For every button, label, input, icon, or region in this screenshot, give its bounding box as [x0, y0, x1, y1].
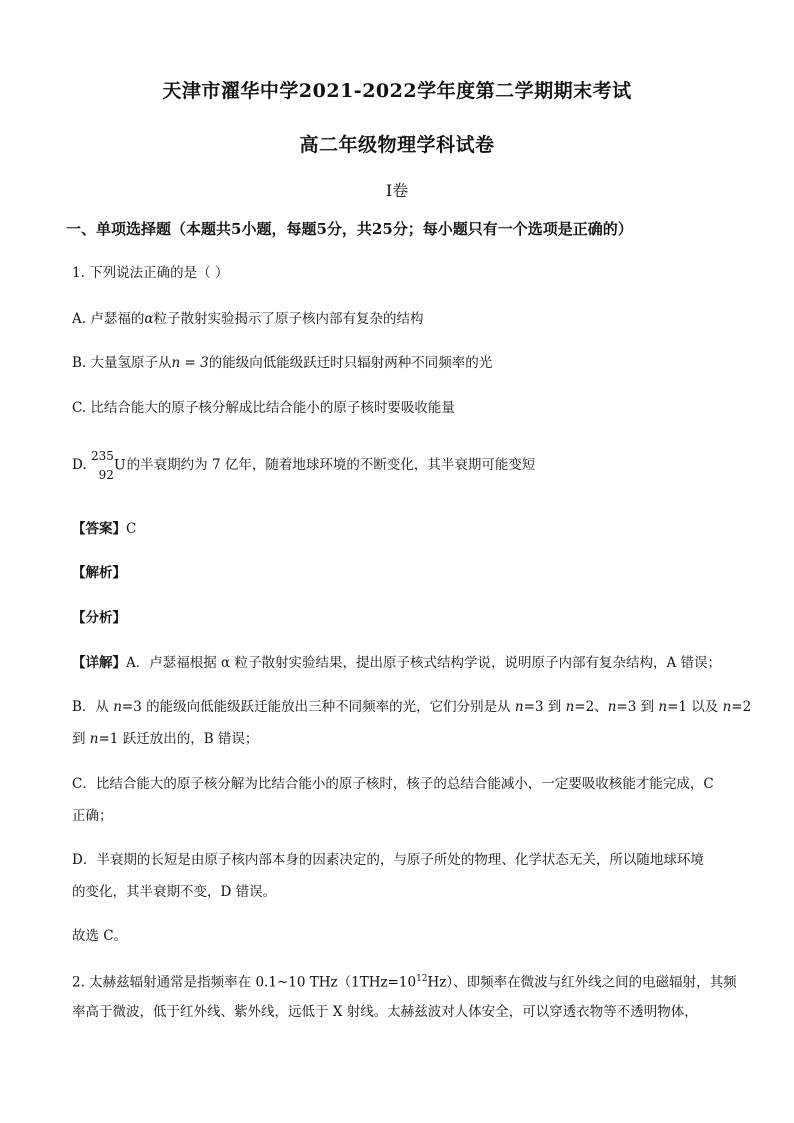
detail-a-text: A．卢瑟福根据 α 粒子散射实验结果，提出原子核式结构学说，说明原子内部有复杂结构，A 错误；: [126, 655, 721, 671]
question-2-line2: 率高于微波，低于红外线、紫外线，远低于 X 射线。太赫兹波对人体安全，可以穿透衣物等不透明物体，: [72, 1004, 698, 1020]
option-b-pre: B. 大量氢原子从: [72, 355, 172, 371]
uranium-nuclide: [91, 447, 126, 484]
text-fragment: Hz）、即频率在微波与红外线之间的电磁辐射，其频: [427, 974, 737, 991]
variable-n: n: [722, 699, 732, 715]
text-fragment: =2: [731, 699, 752, 715]
option-a-pre: A. 卢瑟福的: [72, 311, 145, 327]
variable-n: n: [607, 699, 617, 715]
text-fragment: B．从: [72, 699, 114, 715]
option-a: [72, 313, 423, 327]
answer-value: C: [126, 521, 137, 537]
detail-c-line1: C．比结合能大的原子核分解为比结合能小的原子核时，核子的总结合能减小，一定要吸收核能才能完成，C: [72, 776, 714, 792]
text-fragment: =1 以及: [667, 699, 723, 715]
answer-line: [72, 523, 136, 537]
section-heading: 一、单项选择题（本题共5小题，每题5分，共25分；每小题只有一个选项是正确的）: [66, 220, 633, 238]
detail-a: [72, 657, 721, 671]
detail-d-line2: 的变化，其半衰期不变，D 错误。: [72, 884, 277, 900]
option-d: [72, 447, 535, 484]
option-b-post: 的能级向低能级跃迁时只辐射两种不同频率的光: [208, 355, 493, 371]
volume-heading: I卷: [385, 181, 409, 200]
detail-d-line1: D．半衰期的长短是由原子核内部本身的因素决定的，与原子所处的物理、化学状态无关，所以随地球环境: [72, 852, 704, 868]
detail-c-line2: 正确；: [72, 808, 113, 824]
text-fragment: 到: [72, 731, 90, 747]
alpha-symbol: α: [144, 311, 154, 327]
variable-n: n: [113, 699, 122, 715]
question-2-line1: [72, 975, 737, 990]
answer-label: 【答案】: [72, 521, 126, 537]
n-equals-3: n = 3: [171, 355, 209, 371]
exponent: 12: [416, 974, 428, 984]
fenxi-label: 【分析】: [72, 610, 126, 626]
text-fragment: =2、: [574, 699, 608, 715]
option-b: [72, 357, 492, 371]
text-fragment: =3 到: [523, 699, 566, 715]
question-1-stem: 1. 下列说法正确的是（ ）: [72, 265, 229, 281]
variable-n: n: [565, 699, 575, 715]
atomic-number: 92: [98, 467, 114, 482]
analysis-label: 【解析】: [72, 565, 126, 581]
exam-title: 天津市濯华中学2021-2022学年度第二学期期末考试: [162, 80, 632, 102]
element-symbol: U: [113, 457, 126, 474]
detail-b-line2: [72, 733, 258, 747]
option-d-pre: D.: [72, 456, 87, 473]
variable-n: n: [658, 699, 668, 715]
exam-subtitle: 高二年级物理学科试卷: [299, 134, 495, 156]
variable-n: n: [514, 699, 524, 715]
detail-b-line1: [72, 701, 751, 715]
mass-number: 235: [90, 449, 114, 463]
option-a-post: 粒子散射实验揭示了原子核内部有复杂的结构: [153, 311, 424, 327]
text-fragment: 2. 太赫兹辐射通常是指频率在 0.1~10 THz（1THz=10: [72, 974, 417, 991]
detail-label: 【详解】: [72, 655, 126, 671]
text-fragment: =3 的能级向低能级跃迁能放出三种不同频率的光，它们分别是从: [121, 699, 515, 715]
option-c: C. 比结合能大的原子核分解成比结合能小的原子核时要吸收能量: [72, 400, 455, 416]
text-fragment: =3 到: [616, 699, 659, 715]
conclusion: 故选 C。: [72, 928, 128, 944]
option-d-post: 的半衰期约为 7 亿年，随着地球环境的不断变化，其半衰期可能变短: [126, 456, 536, 473]
variable-n: n: [89, 731, 99, 747]
text-fragment: =1 跃迁放出的，B 错误；: [98, 731, 259, 747]
